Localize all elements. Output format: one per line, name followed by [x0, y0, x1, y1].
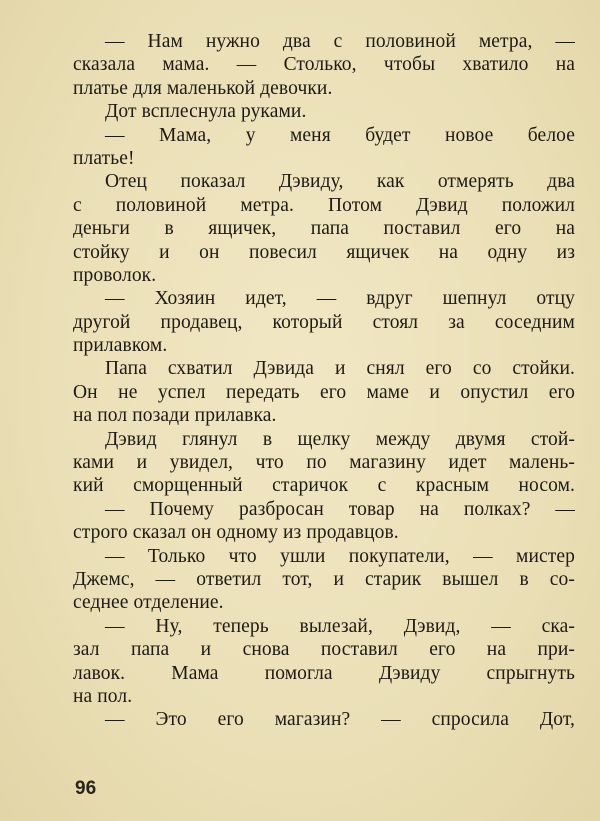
text-line: с половиной метра. Потом Дэвид положил — [73, 194, 575, 216]
text-line: Отец показал Дэвиду, как отмерять два — [105, 171, 575, 193]
text-line: лавок. Мама помогла Дэвиду спрыгнуть — [73, 662, 575, 684]
text-line: платье для маленькой девочки. — [73, 77, 333, 99]
text-line: деньги в ящичек, папа поставил его на — [73, 218, 575, 240]
text-line: сказала мама. — Столько, чтобы хватило на — [73, 54, 575, 76]
page-text — [73, 30, 575, 732]
text-line: — Ну, теперь вылезай, Дэвид, — ска- — [105, 615, 575, 637]
text-line: зал папа и снова поставил его на при- — [73, 639, 575, 661]
text-line: Дэвид глянул в щелку между двумя стой- — [105, 428, 575, 450]
text-line: — Нам нужно два с половиной метра, — — [105, 31, 575, 52]
text-line: платье! — [73, 147, 135, 169]
text-line: на пол. — [73, 685, 133, 707]
page-number: 96 — [75, 778, 97, 799]
text-line: — Почему разбросан товар на полках? — — [105, 498, 575, 520]
text-line: кий сморщенный старичок с красным носом. — [73, 475, 575, 497]
text-line: седнее отделение. — [73, 592, 224, 614]
text-line: строго сказал он одному из продавцов. — [73, 522, 399, 544]
text-line: на пол позади прилавка. — [73, 405, 277, 427]
text-line: ками и увидел, что по магазину идет малень- — [73, 452, 575, 474]
text-line: Джемс, — ответил тот, и старик вышел в со- — [73, 568, 575, 590]
text-line: стойку и он повесил ящичек на одну из — [73, 241, 575, 263]
text-line: Папа схватил Дэвида и снял его со стойки. — [105, 358, 575, 380]
text-line: — Только что ушли покупатели, — мистер — [105, 545, 575, 567]
text-line: — Мама, у меня будет новое белое — [105, 124, 575, 146]
text-line: — Хозяин идет, — вдруг шепнул отцу — [105, 288, 575, 310]
text-line: другой продавец, который стоял за соседним — [73, 311, 575, 333]
text-line: — Это его магазин? — спросила Дот, — [105, 709, 575, 731]
text-line: Он не успел передать его маме и опустил его — [73, 381, 575, 403]
text-line: прилавком. — [73, 335, 168, 357]
text-line: Дот всплеснула руками. — [105, 101, 307, 123]
text-line: проволок. — [73, 264, 157, 286]
